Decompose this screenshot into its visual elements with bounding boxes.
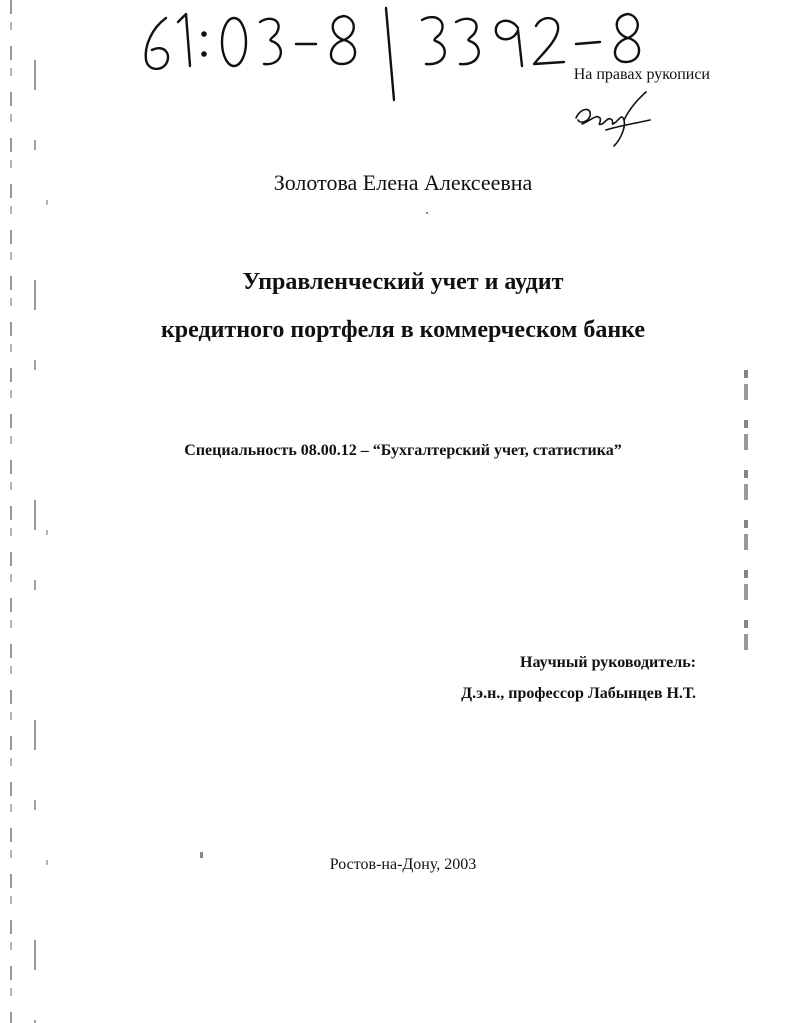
supervisor-label: Научный руководитель: [520, 654, 696, 671]
handwritten-archive-number [138, 4, 698, 104]
thesis-title-line-1: Управленческий учет и аудит [242, 269, 564, 295]
thesis-title-line-2: кредитного портфеля в коммерческом банке [160, 317, 646, 343]
handwritten-signature [566, 90, 656, 150]
rights-note: На правах рукописи [573, 66, 710, 83]
scan-speck [200, 852, 203, 858]
specialty-line: Специальность 08.00.12 – “Бухгалтерский учет, статистика” [184, 442, 622, 459]
author-name: Золотова Елена Алексеевна [273, 170, 533, 195]
scan-speck [426, 212, 428, 214]
supervisor-name: Д.э.н., профессор Лабынцев Н.Т. [461, 685, 696, 702]
scan-edge-artifact [744, 370, 748, 660]
supervisor-block [420, 647, 696, 709]
thesis-title [0, 258, 791, 354]
place-and-year: Ростов-на-Дону, 2003 [329, 856, 477, 873]
